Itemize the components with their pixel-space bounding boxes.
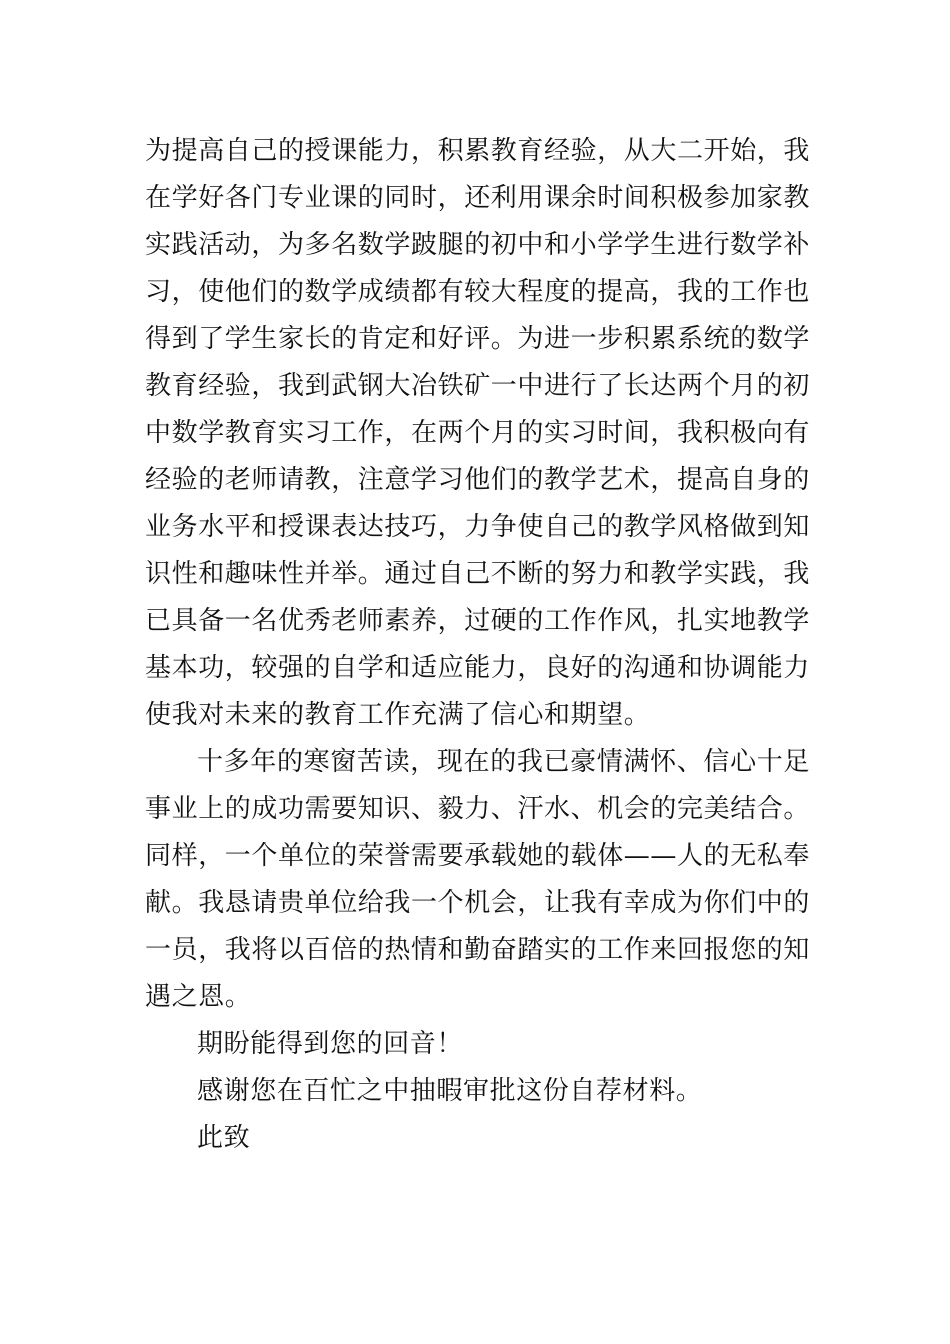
- text-line: 十多年的寒窗苦读，现在的我已豪情满怀、信心十足: [197, 747, 810, 777]
- text-line: 事业上的成功需要知识、毅力、汗水、机会的完美结合。: [145, 794, 811, 824]
- text-line: 教育经验，我到武钢大冶铁矿一中进行了长达两个月的初: [145, 371, 811, 401]
- text-line: 识性和趣味性并举。通过自己不断的努力和教学实践，我: [145, 559, 811, 589]
- text-line: 一员，我将以百倍的热情和勤奋踏实的工作来回报您的知: [145, 935, 811, 965]
- closing-thanks: 感谢您在百忙之中抽暇审批这份自荐材料。: [197, 1076, 703, 1106]
- text-line: 基本功，较强的自学和适应能力，良好的沟通和协调能力: [145, 653, 811, 683]
- text-line: 遇之恩。: [145, 982, 252, 1012]
- text-line: 使我对未来的教育工作充满了信心和期望。: [145, 700, 651, 730]
- text-line: 为提高自己的授课能力，积累教育经验，从大二开始，我: [145, 136, 811, 166]
- closing-hope: 期盼能得到您的回音！: [197, 1029, 464, 1059]
- text-line: 得到了学生家长的肯定和好评。为进一步积累系统的数学: [145, 324, 811, 354]
- text-line: 经验的老师请教，注意学习他们的教学艺术，提高自身的: [145, 465, 811, 495]
- closing-salute: 此致: [197, 1123, 251, 1153]
- text-line: 业务水平和授课表达技巧，力争使自己的教学风格做到知: [145, 512, 811, 542]
- text-line: 实践活动，为多名数学跛腿的初中和小学学生进行数学补: [145, 230, 811, 260]
- text-line: 在学好各门专业课的同时，还利用课余时间积极参加家教: [145, 183, 811, 213]
- letter-body: [145, 128, 810, 1162]
- paragraph-teaching-experience: [145, 128, 810, 739]
- text-line: 习，使他们的数学成绩都有较大程度的提高，我的工作也: [145, 277, 811, 307]
- text-line: 中数学教育实习工作，在两个月的实习时间，我积极向有: [145, 418, 811, 448]
- text-line: 献。我恳请贵单位给我一个机会，让我有幸成为你们中的: [145, 888, 811, 918]
- text-line: 已具备一名优秀老师素养，过硬的工作作风，扎实地教学: [145, 606, 811, 636]
- paragraph-aspiration: [145, 739, 810, 1021]
- text-line: 同样，一个单位的荣誉需要承载她的载体——人的无私奉: [145, 841, 811, 871]
